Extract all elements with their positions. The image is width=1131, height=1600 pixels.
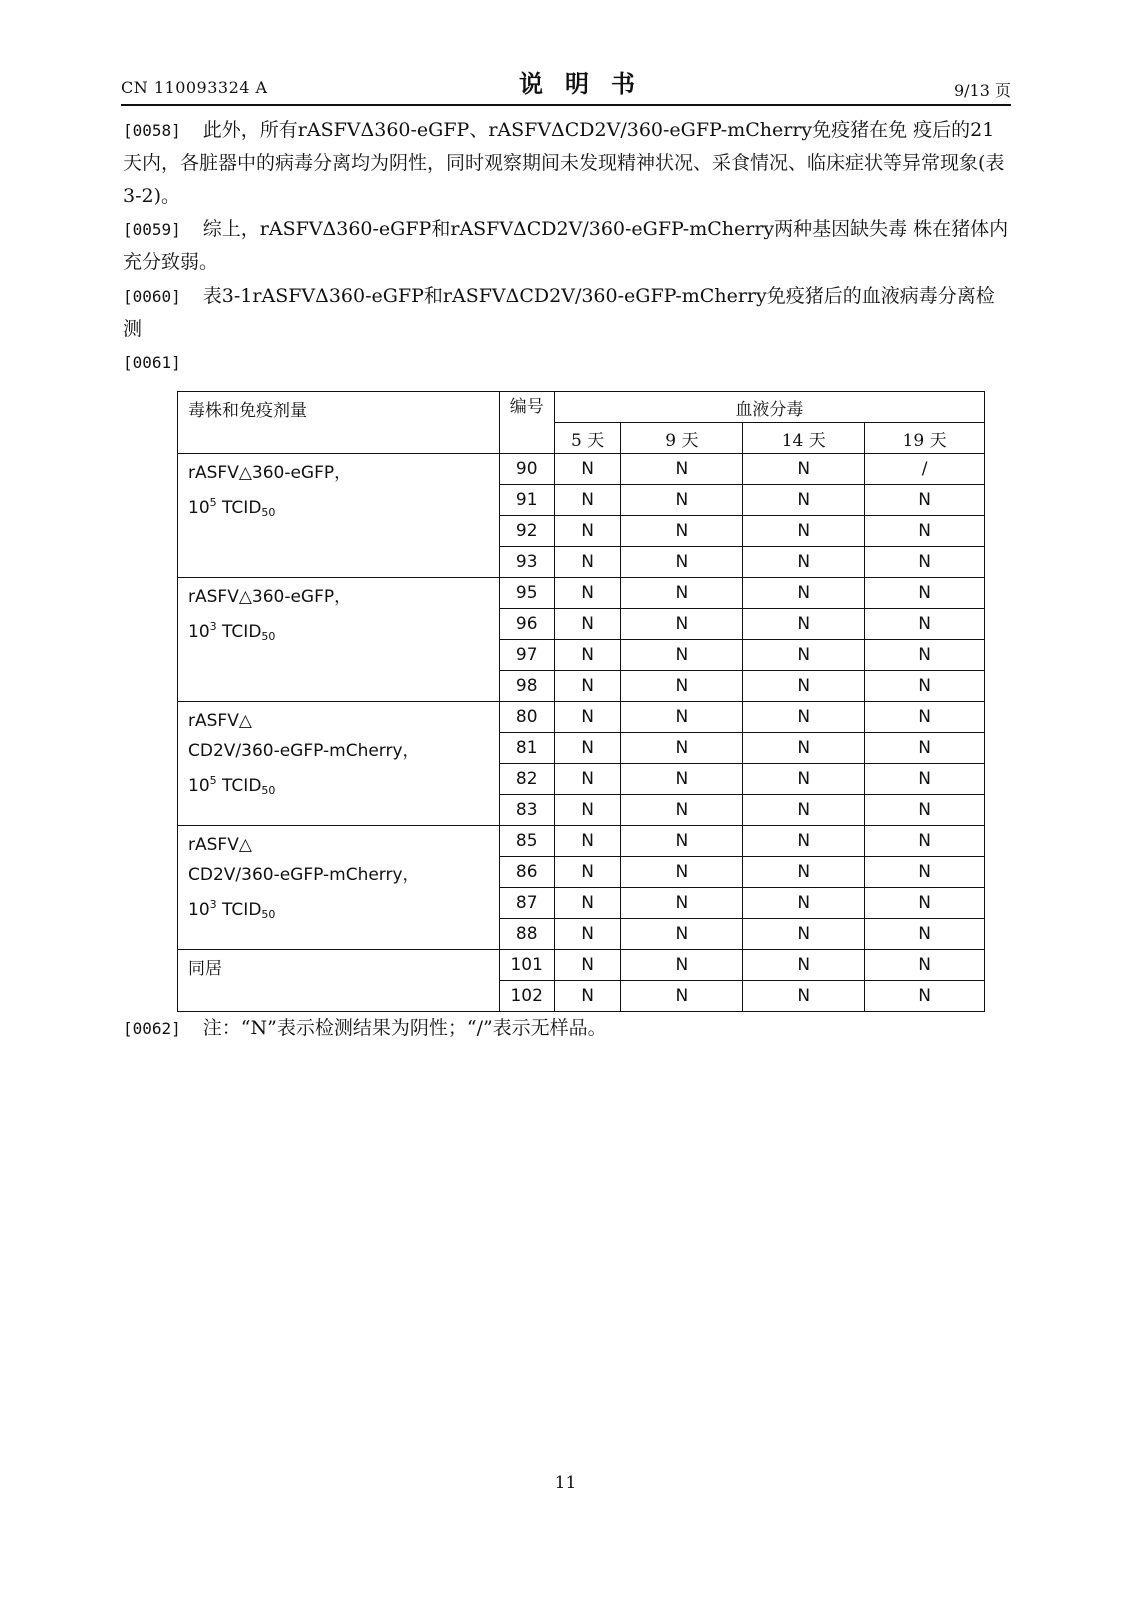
animal-id-cell: 82 [499,764,554,795]
result-cell: N [554,888,621,919]
paragraph-text: 综上，rASFVΔ360-eGFP和rASFVΔCD2V/360-eGFP-mCherry两种基因缺失毒 株在猪体内充分致弱。 [123,218,1009,273]
result-cell: N [621,888,743,919]
result-cell: / [865,454,985,485]
animal-id-cell: 95 [499,578,554,609]
table-row [178,950,985,981]
animal-id-cell: 92 [499,516,554,547]
blood-isolation-table [177,391,985,1012]
result-cell: N [743,795,865,826]
page-header [121,62,1011,106]
dose-exponent: 5 [209,496,217,509]
result-cell: N [554,578,621,609]
dose-exponent: 3 [209,898,217,911]
result-cell: N [865,888,985,919]
doc-number: CN 110093324 A [121,78,268,97]
dose-unit: TCID [216,622,262,642]
paragraph-0062 [123,1012,1011,1045]
dose-line [188,890,499,930]
strain-line: CD2V/360-eGFP-mCherry， [188,865,420,885]
result-cell: N [621,702,743,733]
result-cell: N [621,826,743,857]
result-cell: N [621,454,743,485]
result-cell: N [743,981,865,1012]
result-cell: N [621,950,743,981]
result-cell: N [743,888,865,919]
dose-line [188,766,499,806]
result-cell: N [743,702,865,733]
animal-id-cell: 85 [499,826,554,857]
paragraph-text: 表3-1rASFVΔ360-eGFP和rASFVΔCD2V/360-eGFP-mCherry免疫猪后的血液病毒分离检测 [123,285,995,340]
result-cell: N [865,857,985,888]
result-cell: N [621,609,743,640]
result-cell: N [865,981,985,1012]
dose-line [188,612,499,652]
paragraph-0058 [123,114,1011,213]
header-blood: 血液分毒 [554,392,984,423]
header-day: 14 天 [743,423,865,454]
result-cell: N [743,764,865,795]
result-cell: N [621,919,743,950]
paragraph-text: 注：“N”表示检测结果为阴性；“/”表示无样品。 [202,1017,607,1039]
paragraph-0061 [123,346,1011,379]
result-cell: N [865,764,985,795]
strain-line: rASFV△ [188,835,252,855]
result-cell: N [865,702,985,733]
result-cell: N [865,826,985,857]
result-cell: N [621,671,743,702]
dose-base: 10 [188,622,210,642]
table-body [178,392,985,1012]
result-cell: N [554,671,621,702]
result-cell: N [865,733,985,764]
strain-dose-cell [178,702,500,826]
result-cell: N [621,764,743,795]
paragraph-number: [0061] [123,353,181,372]
result-cell: N [554,547,621,578]
header-number: 编号 [499,392,554,454]
animal-id-cell: 96 [499,609,554,640]
animal-id-cell: 91 [499,485,554,516]
paragraph-number: [0060] [123,287,181,306]
paragraph-number: [0062] [123,1019,181,1038]
dose-unit-subscript: 50 [261,506,276,519]
dose-line [188,488,499,528]
header-day: 9 天 [621,423,743,454]
header-day: 19 天 [865,423,985,454]
strain-dose-cell [178,950,500,1012]
result-cell: N [554,795,621,826]
animal-id-cell: 88 [499,919,554,950]
result-cell: N [621,857,743,888]
animal-id-cell: 93 [499,547,554,578]
result-cell: N [865,609,985,640]
result-cell: N [554,950,621,981]
animal-id-cell: 101 [499,950,554,981]
result-cell: N [554,454,621,485]
strain-line: rASFV△360-eGFP， [188,463,352,483]
page-number: 11 [554,1473,577,1493]
result-cell: N [865,640,985,671]
result-cell: N [554,609,621,640]
paragraph-0060 [123,280,1011,346]
dose-base: 10 [188,776,210,796]
result-cell: N [865,485,985,516]
result-cell: N [743,578,865,609]
page-label: 9/13 页 [953,81,1011,100]
result-cell: N [554,826,621,857]
result-cell: N [743,857,865,888]
dose-unit-subscript: 50 [261,784,276,797]
paragraph-text: 此外，所有rASFVΔ360-eGFP、rASFVΔCD2V/360-eGFP-mCherry免疫猪在免 疫后的21天内，各脏器中的病毒分离均为阴性，同时观察期间未发现精神状况、采食情况、临床症状等异常现象(表3-2)。 [123,119,1005,207]
result-cell: N [743,547,865,578]
header-strain: 毒株和免疫剂量 [178,392,500,454]
dose-unit: TCID [216,776,262,796]
animal-id-cell: 86 [499,857,554,888]
result-cell: N [743,485,865,516]
strain-line: 同居 [188,959,222,979]
dose-unit: TCID [216,498,262,518]
table-row [178,702,985,733]
result-cell: N [621,578,743,609]
paragraph-0059 [123,213,1011,279]
result-cell: N [743,516,865,547]
dose-unit-subscript: 50 [261,630,276,643]
result-cell: N [554,919,621,950]
strain-line: rASFV△ [188,711,252,731]
dose-base: 10 [188,498,210,518]
strain-dose-cell [178,578,500,702]
header-row [178,392,985,423]
result-cell: N [621,733,743,764]
result-cell: N [743,609,865,640]
dose-base: 10 [188,900,210,920]
doc-title: 说明书 [519,69,657,98]
table-row [178,454,985,485]
paragraph-number: [0058] [123,121,181,140]
table-row [178,826,985,857]
result-cell: N [865,578,985,609]
dose-unit-subscript: 50 [261,908,276,921]
dose-exponent: 5 [209,774,217,787]
strain-line: rASFV△360-eGFP， [188,587,352,607]
animal-id-cell: 97 [499,640,554,671]
result-cell: N [743,640,865,671]
animal-id-cell: 83 [499,795,554,826]
result-cell: N [865,547,985,578]
header-day: 5 天 [554,423,621,454]
animal-id-cell: 98 [499,671,554,702]
result-cell: N [554,764,621,795]
dose-unit: TCID [216,900,262,920]
result-cell: N [743,950,865,981]
result-cell: N [554,516,621,547]
table-row [178,578,985,609]
animal-id-cell: 87 [499,888,554,919]
strain-dose-cell [178,454,500,578]
result-cell: N [554,485,621,516]
animal-id-cell: 80 [499,702,554,733]
strain-dose-cell [178,826,500,950]
result-cell: N [621,640,743,671]
result-cell: N [865,795,985,826]
result-cell: N [743,919,865,950]
animal-id-cell: 81 [499,733,554,764]
result-cell: N [554,857,621,888]
result-cell: N [621,981,743,1012]
result-cell: N [743,671,865,702]
animal-id-cell: 90 [499,454,554,485]
result-cell: N [865,516,985,547]
result-cell: N [554,733,621,764]
result-cell: N [621,485,743,516]
result-cell: N [865,950,985,981]
result-cell: N [554,981,621,1012]
dose-exponent: 3 [209,620,217,633]
result-cell: N [743,454,865,485]
paragraph-number: [0059] [123,220,181,239]
animal-id-cell: 102 [499,981,554,1012]
result-cell: N [621,516,743,547]
result-cell: N [621,547,743,578]
strain-line: CD2V/360-eGFP-mCherry， [188,741,420,761]
result-cell: N [865,671,985,702]
result-cell: N [621,795,743,826]
result-cell: N [743,826,865,857]
result-cell: N [554,702,621,733]
result-cell: N [554,640,621,671]
result-cell: N [743,733,865,764]
result-cell: N [865,919,985,950]
